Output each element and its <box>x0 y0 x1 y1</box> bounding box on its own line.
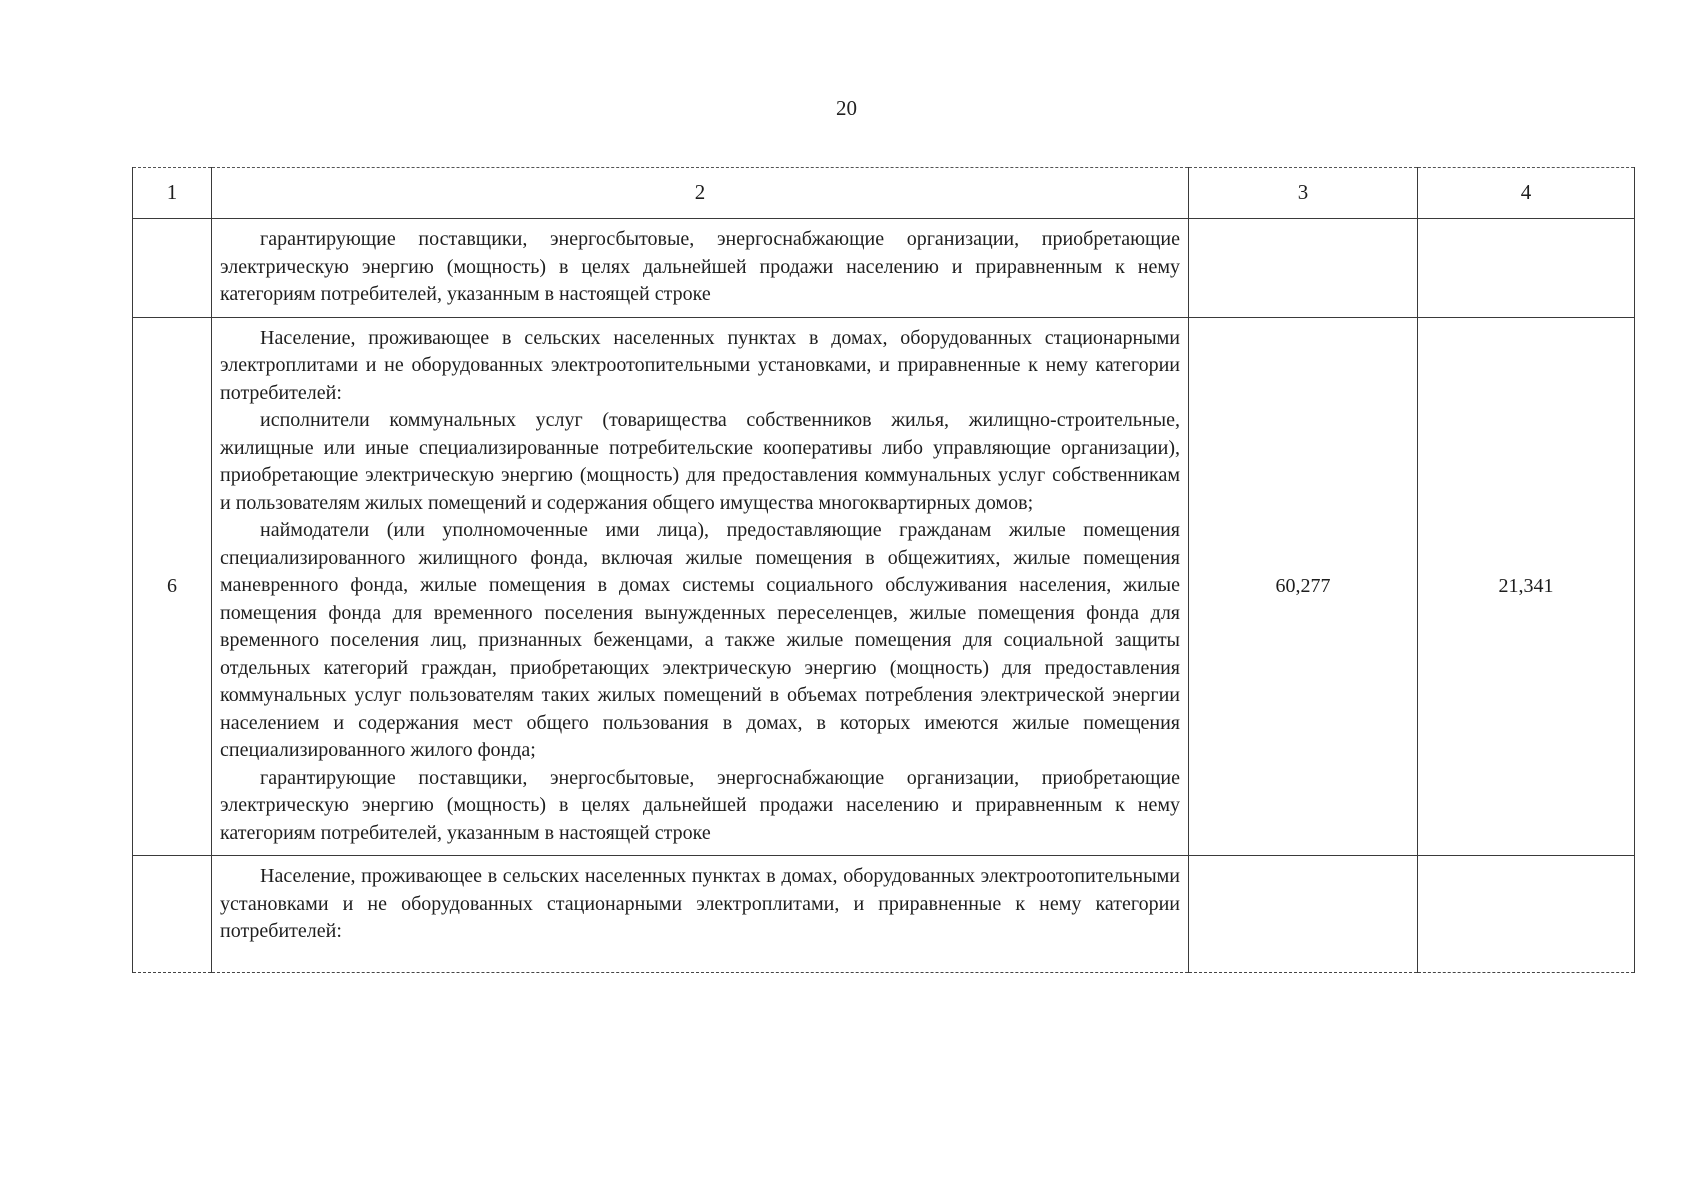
value-cell-column-4: 21,341 <box>1418 317 1635 856</box>
value-cell-column-4 <box>1418 856 1635 973</box>
row-description-cell <box>212 219 1189 318</box>
column-header-1: 1 <box>133 168 212 219</box>
description-paragraph: исполнители коммунальных услуг (товарищества собственников жилья, жилищно-строительные, жилищные или иные специализированные потребительские кооперативы либо управляющие организации), приобретающие электрическую энергию (мощность) для предоставления коммунальных услуг собственникам и пользователям жилых помещений и содержания общего имущества многоквартирных домов; <box>220 409 1180 514</box>
description-paragraph: гарантирующие поставщики, энергосбытовые, энергоснабжающие организации, приобретающие электрическую энергию (мощность) в целях дальнейшей продажи населению и приравненным к нему категориям потребителей, указанным в настоящей строке <box>220 228 1180 305</box>
description-paragraph: Население, проживающее в сельских населенных пунктах в домах, оборудованных стационарными электроплитами и не оборудованных электроотопительными установками, и приравненные к нему категории потребителей: <box>220 326 1180 404</box>
row-description-cell <box>212 317 1189 856</box>
row-description-cell <box>212 856 1189 973</box>
description-paragraph: гарантирующие поставщики, энергосбытовые, энергоснабжающие организации, приобретающие электрическую энергию (мощность) в целях дальнейшей продажи населению и приравненным к нему категориям потребителей, указанным в настоящей строке <box>220 766 1180 844</box>
row-number-cell <box>133 219 212 318</box>
table-header-row <box>133 168 1635 219</box>
table-row <box>133 317 1635 856</box>
description-paragraph: Население, проживающее в сельских населенных пунктах в домах, оборудованных электроотопительными установками и не оборудованных стационарными электроплитами, и приравненные к нему категории потребителей: <box>220 865 1180 942</box>
column-header-2: 2 <box>212 168 1189 219</box>
description-paragraph: наймодатели (или уполномоченные ими лица), предоставляющие гражданам жилые помещения специализированного жилищного фонда, включая жилые помещения в общежитиях, жилые помещения маневренного фонда, жилые помещения в домах системы социального обслуживания населения, жилые помещения фонда для временного поселения вынужденных переселенцев, жилые помещения фонда для временного поселения лиц, признанных беженцами, а также жилые помещения для социальной защиты отдельных категорий граждан, приобретающих электрическую энергию (мощность) для предоставления коммунальных услуг пользователям таких жилых помещений в объемах потребления электрической энергии населением и содержания мест общего пользования в домах, в которых имеются жилые помещения специализированного жилого фонда; <box>220 519 1180 761</box>
value-cell-column-3: 60,277 <box>1189 317 1418 856</box>
tariff-table <box>132 167 1635 973</box>
table-row <box>133 856 1635 973</box>
value-cell-column-3 <box>1189 219 1418 318</box>
column-header-4: 4 <box>1418 168 1635 219</box>
column-header-3: 3 <box>1189 168 1418 219</box>
row-number-cell <box>133 856 212 973</box>
page-number: 20 <box>836 96 857 120</box>
value-cell-column-4 <box>1418 219 1635 318</box>
value-cell-column-3 <box>1189 856 1418 973</box>
table-row <box>133 219 1635 318</box>
row-number-cell: 6 <box>133 317 212 856</box>
